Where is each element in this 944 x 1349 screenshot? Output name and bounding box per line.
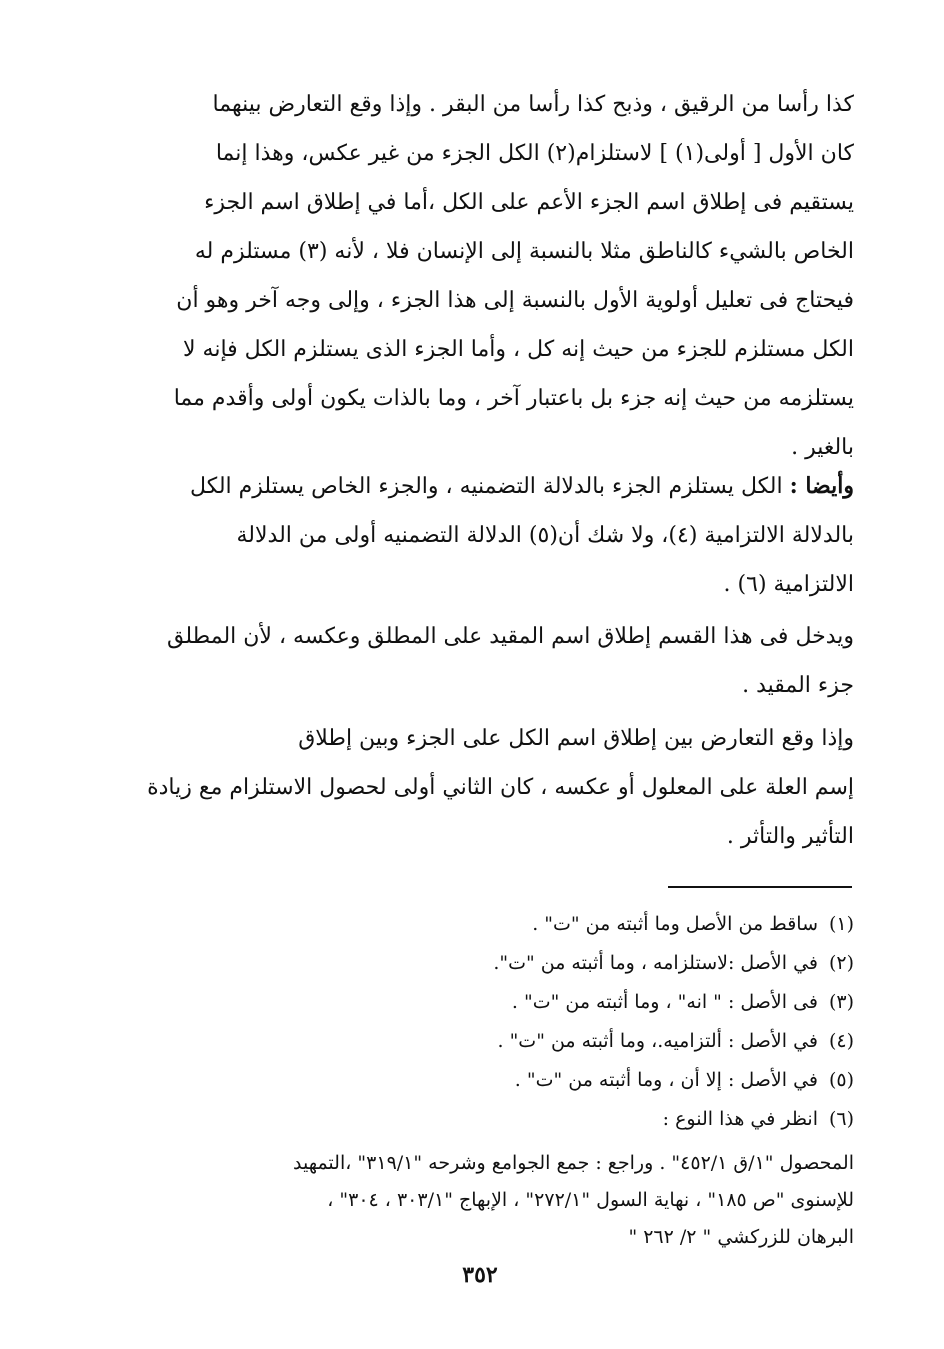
page-number: ٣٥٢ — [462, 1262, 498, 1288]
footnotes — [140, 905, 854, 1139]
text-line: يستقيم فى إطلاق اسم الجزء الأعم على الكل ،أما في إطلاق اسم الجزء — [204, 190, 854, 215]
text-line: الالتزامية (٦) . — [723, 572, 854, 597]
footnote-text: في الأصل :لاستلزامه ، وما أثبته من "ت". — [493, 952, 818, 974]
text-line — [140, 462, 854, 511]
text-line: جزء المقيد . — [742, 673, 854, 698]
footnote-6 — [140, 1100, 854, 1139]
footnote-2 — [140, 944, 854, 983]
footnote-line: البرهان للزركشي " ٢/ ٢٦٢ " — [628, 1226, 854, 1248]
text-line: كان الأول [ أولى(١) ] لاستلزام(٢) الكل الجزء من غير عكس، وهذا إنما — [215, 141, 854, 166]
footnote-text: في الأصل : إلا أن ، وما أثبته من "ت" . — [514, 1069, 818, 1091]
text-line: إسم العلة على المعلول أو عكسه ، كان الثاني أولى لحصول الاستلزام مع زيادة — [147, 775, 854, 800]
footnote-separator — [668, 886, 852, 888]
paragraph-4 — [140, 714, 854, 861]
text-line: بالغير . — [791, 435, 854, 460]
text-line: الخاص بالشيء كالناطق مثلا بالنسبة إلى الإنسان فلا ، لأنه (٣) مستلزم له — [194, 239, 854, 264]
text-line: يستلزمه من حيث إنه جزء بل باعتبار آخر ، وما بالذات يكون أولى وأقدم مما — [173, 386, 854, 411]
footnote-number: (١) — [828, 913, 854, 935]
text-line: كذا رأسا من الرقيق ، وذبح كذا رأسا من البقر . وإذا وقع التعارض بينهما — [212, 92, 854, 117]
text-line: فيحتاج فى تعليل أولوية الأول بالنسبة إلى هذا الجزء ، وإلى وجه آخر وهو أن — [176, 288, 854, 313]
footnote-number: (٢) — [828, 952, 854, 974]
text-line: التأثير والتأثر . — [726, 824, 854, 849]
text-line-rest: الكل يستلزم الجزء بالدلالة التضمنيه ، والجزء الخاص يستلزم الكل — [190, 474, 790, 499]
text-line: وإذا وقع التعارض بين إطلاق اسم الكل على الجزء وبين إطلاق — [298, 726, 854, 751]
paragraph-lead-word: وأيضا : — [789, 473, 854, 499]
footnote-text: فى الأصل : " انه" ، وما أثبته من "ت" . — [511, 991, 818, 1013]
paragraph-1 — [140, 80, 854, 472]
footnote-number: (٥) — [828, 1069, 854, 1091]
footnote-number: (٦) — [828, 1108, 854, 1130]
footnote-text: في الأصل : ألتزاميه.، وما أثبته من "ت" . — [497, 1030, 818, 1052]
footnote-line: المحصول "١/ق ٤٥٢/١" . وراجع : جمع الجوامع وشرحه "٣١٩/١" ،التمهيد — [292, 1152, 854, 1174]
text-line: ويدخل فى هذا القسم إطلاق اسم المقيد على المطلق وعكسه ، لأن المطلق — [167, 624, 854, 649]
footnote-number: (٣) — [828, 991, 854, 1013]
paragraph-2 — [140, 462, 854, 609]
paragraph-3 — [140, 612, 854, 710]
footnote-text: انظر في هذا النوع : — [662, 1108, 818, 1130]
footnote-4 — [140, 1022, 854, 1061]
footnote-3 — [140, 983, 854, 1022]
footnote-1 — [140, 905, 854, 944]
footnote-text: ساقط من الأصل وما أثبته من "ت" . — [532, 913, 818, 935]
footnote-line: للإسنوى "ص ١٨٥" ، نهاية السول "٢٧٢/١" ، الإبهاج "٣٠٣/١ ، ٣٠٤" ، — [327, 1189, 854, 1211]
footnote-number: (٤) — [828, 1030, 854, 1052]
footnote-6-continuation — [140, 1145, 854, 1256]
text-line: الكل مستلزم للجزء من حيث إنه كل ، وأما الجزء الذى يستلزم الكل فإنه لا — [183, 337, 854, 362]
text-line: بالدلالة الالتزامية (٤)، ولا شك أن(٥) الدلالة التضمنيه أولى من الدلالة — [236, 523, 854, 548]
footnote-5 — [140, 1061, 854, 1100]
